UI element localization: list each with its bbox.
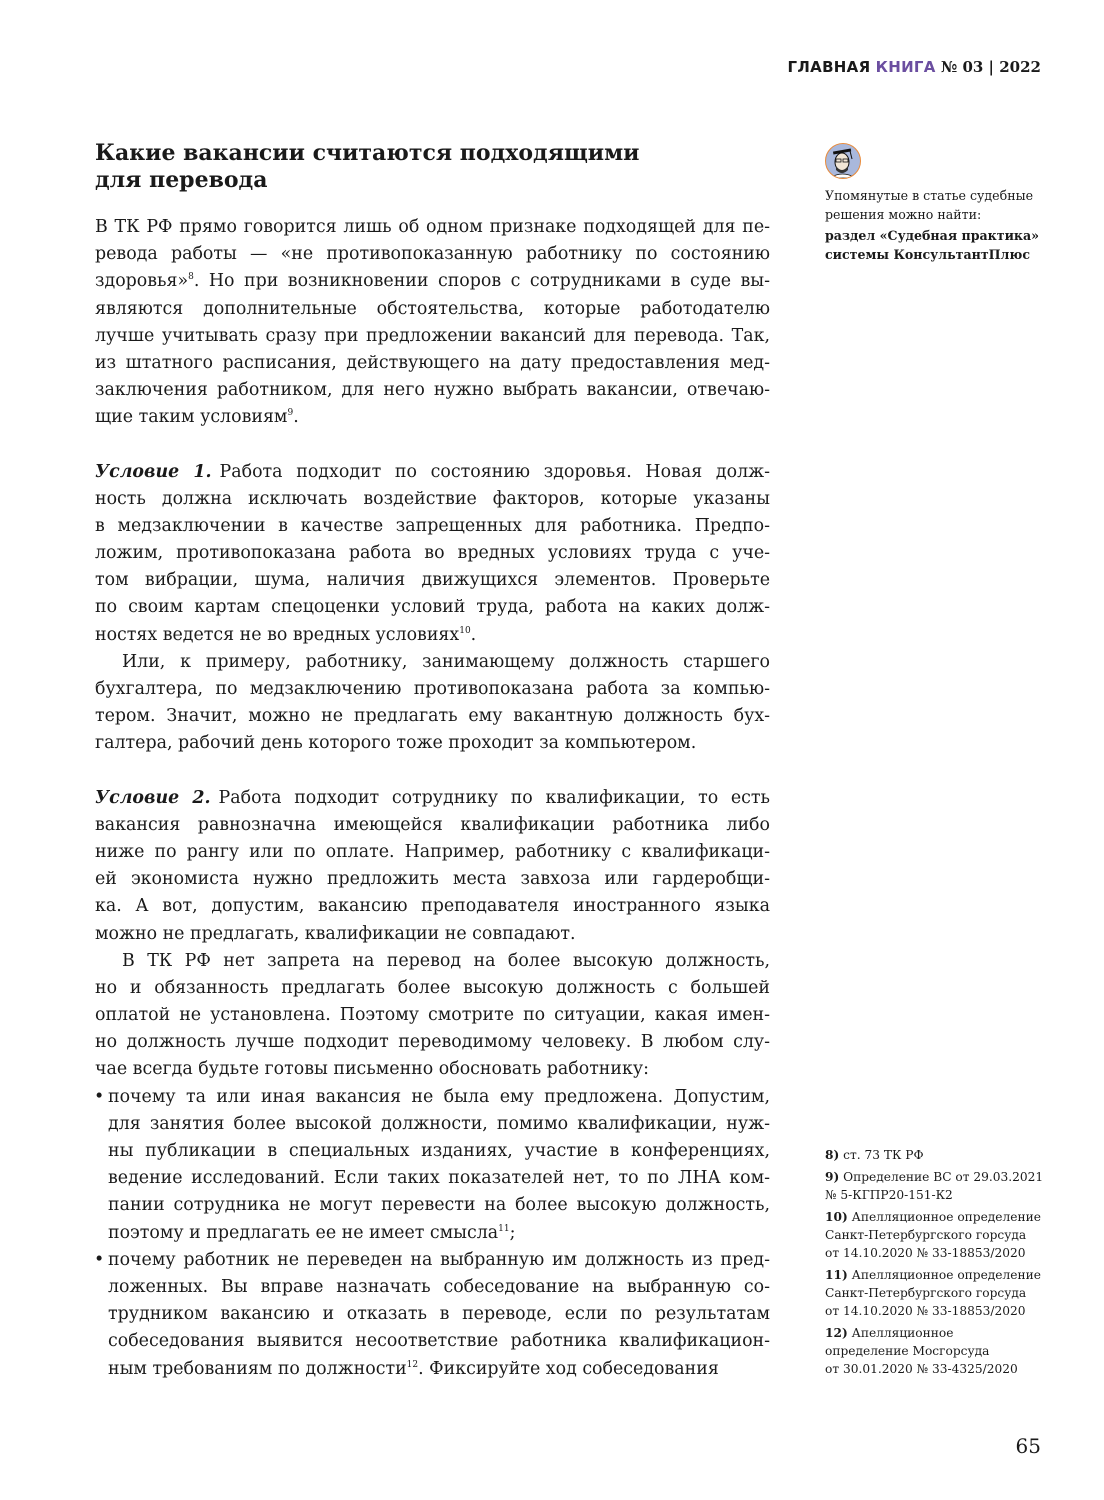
footnote-ref: 11 xyxy=(498,1223,510,1234)
sidebar-text: решения можно найти: xyxy=(825,206,982,222)
text-line: трудником вакансию и отказать в переводе, если по результатам xyxy=(108,1304,770,1325)
text-line: Или, к примеру, работнику, занимающему должность старшего xyxy=(122,651,770,672)
text-line: вакансия равнозначна имеющейся квалификации работника либо xyxy=(95,814,770,835)
footnote-number: 9) xyxy=(825,1170,840,1184)
footnote xyxy=(825,1324,1055,1378)
footnote-number: 8) xyxy=(825,1148,840,1162)
text-line: ны публикации в специальных изданиях, участие в конференциях, xyxy=(108,1141,770,1161)
footnote-number: 12) xyxy=(825,1326,848,1340)
professor-avatar-icon xyxy=(825,143,861,179)
text-line: для занятия более высокой должности, помимо квалификации, нуж- xyxy=(108,1113,770,1134)
page-number: 65 xyxy=(1015,1434,1041,1458)
footnote-line: 10) Апелляционное определение xyxy=(825,1210,1041,1224)
footnote xyxy=(825,1266,1055,1320)
footnotes xyxy=(825,1146,1055,1382)
text-line: ведение исследований. Если таких показателей нет, то по ЛНА ком- xyxy=(108,1168,770,1189)
text-line: ложенных. Вы вправе назначать собеседование на выбранную со- xyxy=(108,1276,770,1297)
article-body xyxy=(95,214,770,1383)
condition-label: Условие 2. xyxy=(95,787,211,808)
sidebar-text: Упомянутые в статье судебные xyxy=(825,188,1034,203)
footnote xyxy=(825,1146,1055,1164)
text-line: собеседования выявится несоответствие работника квалификацион- xyxy=(108,1331,770,1352)
text-line: тером. Значит, можно не предлагать ему вакантную должность бух- xyxy=(95,706,770,727)
title-line: для перевода xyxy=(95,167,268,193)
section-title xyxy=(95,140,775,194)
footnote-ref: 12 xyxy=(406,1359,419,1370)
text-line: ложим, противопоказана работа во вредных условиях труда с уче- xyxy=(95,543,770,564)
sidebar-bold-text: раздел «Судебная практика» xyxy=(825,228,1040,243)
text-line: ным требованиям по должности$^{12}$. Фиксируйте ход собеседования xyxy=(108,1358,719,1379)
text-line: но должность лучше подходит переводимому человеку. В любом слу- xyxy=(95,1032,770,1053)
footnote-line: 11) Апелляционное определение xyxy=(825,1268,1041,1282)
footnote-line: от 14.10.2020 № 33-18853/2020 xyxy=(825,1304,1026,1318)
text-line: можно не предлагать, квалификации не совпадают. xyxy=(95,923,576,944)
text-line: лучше учитывать сразу при предложении вакансий для перевода. Так, xyxy=(95,325,770,346)
text-line: щие таким условиям$^9$. xyxy=(95,407,299,428)
text-line: здоровья»$^8$. Но при возникновении споров с сотрудниками в суде вы- xyxy=(95,271,770,292)
title-line: Какие вакансии считаются подходящими xyxy=(95,140,640,166)
text-line: из штатного расписания, действующего на дату предоставления мед- xyxy=(95,352,770,373)
footnote-line: от 30.01.2020 № 33-4325/2020 xyxy=(825,1362,1018,1376)
text-line: ностях ведется не во вредных условиях$^{10}$. xyxy=(95,624,477,645)
footnote-ref: 10 xyxy=(459,625,471,636)
footnote xyxy=(825,1168,1055,1204)
text-line: ка. А вот, допустим, вакансию преподавателя иностранного языка xyxy=(95,896,770,917)
paragraph xyxy=(95,785,770,948)
footnote-number: 11) xyxy=(825,1268,848,1282)
text-line: Условие 2. Работа подходит сотруднику по квалификации, то есть xyxy=(95,787,771,808)
text-line: ность должна исключать воздействие факторов, которые указаны xyxy=(95,488,770,509)
text-line: • почему работник не переведен на выбранную им должность из пред- xyxy=(95,1247,770,1274)
brand-name-part1: ГЛАВНАЯ xyxy=(787,58,871,76)
brand-name-part2: КНИГА xyxy=(875,58,936,76)
text-line: в медзаключении в качестве запрещенных для работника. Предпо- xyxy=(95,515,770,536)
text-line: ей экономиста нужно предложить места завхоза или гардеробщи- xyxy=(95,869,770,890)
footnote-line: 12) Апелляционное xyxy=(825,1326,954,1340)
text-line: пании сотрудника не могут перевести на более высокую должность, xyxy=(108,1195,770,1216)
text-line: являются дополнительные обстоятельства, которые работодателю xyxy=(95,298,770,319)
footnote-line: Санкт-Петербургского горсуда xyxy=(825,1286,1027,1300)
text-line: галтера, рабочий день которого тоже проходит за компьютером. xyxy=(95,733,697,754)
footnote-line: 8) ст. 73 ТК РФ xyxy=(825,1148,924,1162)
footnote-ref: 8 xyxy=(188,272,194,283)
paragraph xyxy=(95,459,770,649)
bullet-item xyxy=(95,1084,770,1247)
footnote-line: Санкт-Петербургского горсуда xyxy=(825,1228,1027,1242)
footnote-ref: 9 xyxy=(287,408,294,419)
footnote-line: от 14.10.2020 № 33-18853/2020 xyxy=(825,1246,1026,1260)
paragraph xyxy=(95,948,770,1084)
text-line: по своим картам спецоценки условий труда, работа на каких долж- xyxy=(95,597,770,618)
footnote-line: 9) Определение ВС от 29.03.2021 xyxy=(825,1170,1044,1184)
condition-label: Условие 1. xyxy=(95,461,212,482)
text-line: В ТК РФ прямо говорится лишь об одном признаке подходящей для пе- xyxy=(95,217,770,237)
issue-number: № 03 | 2022 xyxy=(940,58,1041,76)
bullet-item xyxy=(95,1247,770,1383)
footnote-line: определение Мосгорсуда xyxy=(825,1344,990,1358)
footnote xyxy=(825,1208,1055,1262)
text-line: В ТК РФ нет запрета на перевод на более высокую должность, xyxy=(122,950,770,971)
text-line: Условие 1. Работа подходит по состоянию здоровья. Новая долж- xyxy=(95,461,770,482)
paragraph xyxy=(95,649,770,758)
text-line: оплатой не установлена. Поэтому смотрите по ситуации, какая имен- xyxy=(95,1005,770,1026)
footnote-line: № 5-КГПР20-151-К2 xyxy=(825,1188,953,1202)
paragraph xyxy=(95,214,770,432)
text-line: ниже по рангу или по оплате. Например, работнику с квалификаци- xyxy=(95,841,770,862)
running-header xyxy=(788,58,1041,76)
text-line: том вибрации, шума, наличия движущихся элементов. Проверьте xyxy=(95,570,770,591)
text-line: поэтому и предлагать ее не имеет смысла$^{11}$; xyxy=(108,1222,516,1243)
text-line: но и обязанность предлагать более высокую должность с большей xyxy=(95,977,770,998)
footnote-number: 10) xyxy=(825,1210,848,1224)
text-line: заключения работником, для него нужно выбрать вакансии, отвечаю- xyxy=(95,380,770,401)
sidebar-note xyxy=(825,187,1055,264)
text-line: чае всегда будьте готовы письменно обосновать работнику: xyxy=(95,1059,649,1080)
text-line: бухгалтера, по медзаключению противопоказана работа за компью- xyxy=(95,679,770,699)
sidebar-bold-text: системы КонсультантПлюс xyxy=(825,246,1031,262)
text-line: ревода работы — «не противопоказанную работнику по состоянию xyxy=(95,244,770,265)
text-line: • почему та или иная вакансия не была ему предложена. Допустим, xyxy=(95,1084,770,1111)
